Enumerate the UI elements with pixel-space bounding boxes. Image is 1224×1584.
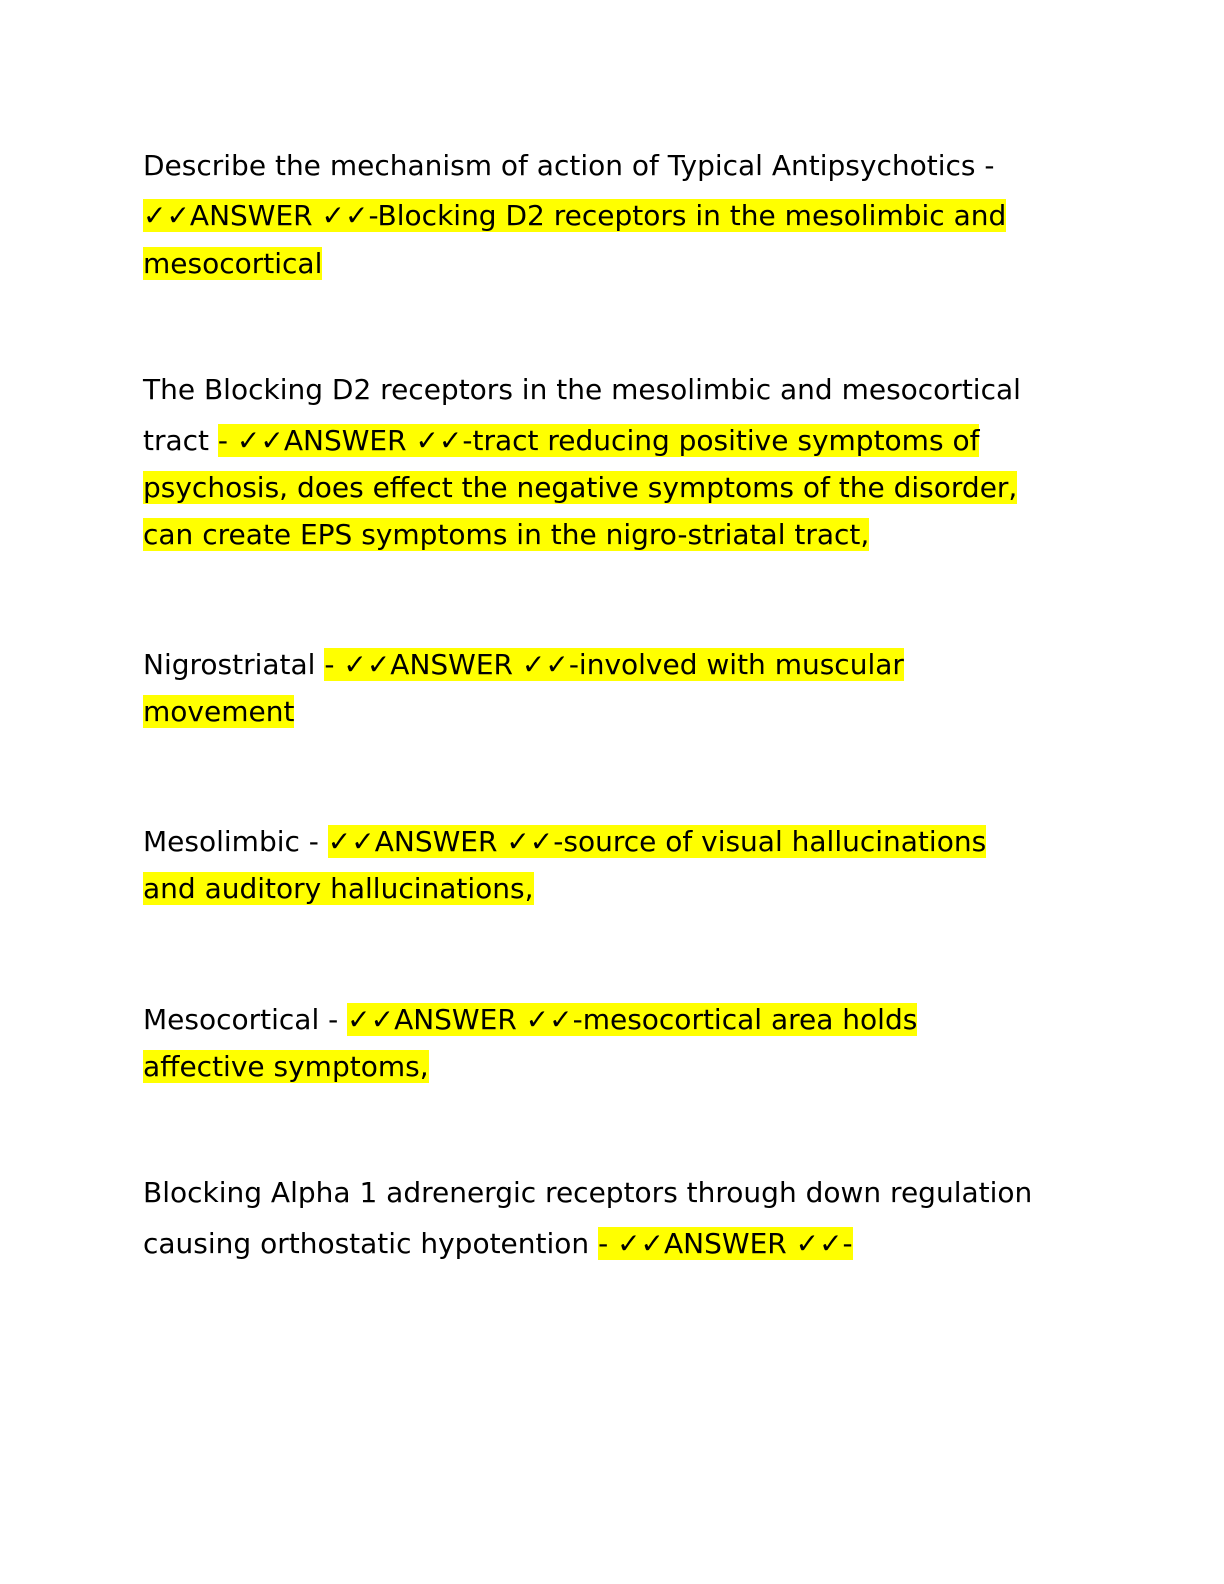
question-text: The Blocking D2 receptors in the mesolimbic and mesocortical: [143, 373, 1021, 406]
text-line: [143, 1224, 853, 1264]
text-line: [143, 146, 994, 186]
text-line: [143, 370, 1021, 410]
text-line: [143, 244, 322, 284]
text-line: [143, 1000, 917, 1040]
text-line: [143, 421, 979, 461]
text-line: [143, 822, 986, 862]
highlighted-answer-text: - ✓✓ANSWER ✓✓-: [598, 1227, 853, 1260]
highlighted-answer-text: movement: [143, 695, 295, 728]
highlighted-answer-text: mesocortical: [143, 247, 323, 280]
text-line: [143, 1047, 429, 1087]
highlighted-answer-text: ✓✓ANSWER ✓✓-Blocking D2 receptors in the mesolimbic and: [143, 199, 1007, 232]
highlighted-answer-text: and auditory hallucinations,: [143, 872, 534, 905]
highlighted-answer-text: - ✓✓ANSWER ✓✓-involved with muscular: [324, 648, 904, 681]
question-text: Nigrostriatal: [143, 648, 325, 681]
question-text: causing orthostatic hypotention: [143, 1227, 599, 1260]
question-text: Describe the mechanism of action of Typical Antipsychotics -: [143, 149, 995, 182]
question-text: Mesocortical -: [143, 1003, 348, 1036]
text-line: [143, 645, 904, 685]
highlighted-answer-text: affective symptoms,: [143, 1050, 429, 1083]
highlighted-answer-text: can create EPS symptoms in the nigro-striatal tract,: [143, 518, 870, 551]
text-line: [143, 196, 1006, 236]
text-line: [143, 468, 1017, 508]
text-line: [143, 869, 534, 909]
question-text: tract: [143, 424, 218, 457]
text-line: [143, 692, 294, 732]
text-line: [143, 515, 869, 555]
highlighted-answer-text: psychosis, does effect the negative symptoms of the disorder,: [143, 471, 1018, 504]
text-line: [143, 1173, 1032, 1213]
question-text: Mesolimbic -: [143, 825, 328, 858]
highlighted-answer-text: - ✓✓ANSWER ✓✓-tract reducing positive symptoms of: [217, 424, 980, 457]
question-text: Blocking Alpha 1 adrenergic receptors through down regulation: [143, 1176, 1033, 1209]
highlighted-answer-text: ✓✓ANSWER ✓✓-mesocortical area holds: [347, 1003, 918, 1036]
highlighted-answer-text: ✓✓ANSWER ✓✓-source of visual hallucinations: [327, 825, 987, 858]
